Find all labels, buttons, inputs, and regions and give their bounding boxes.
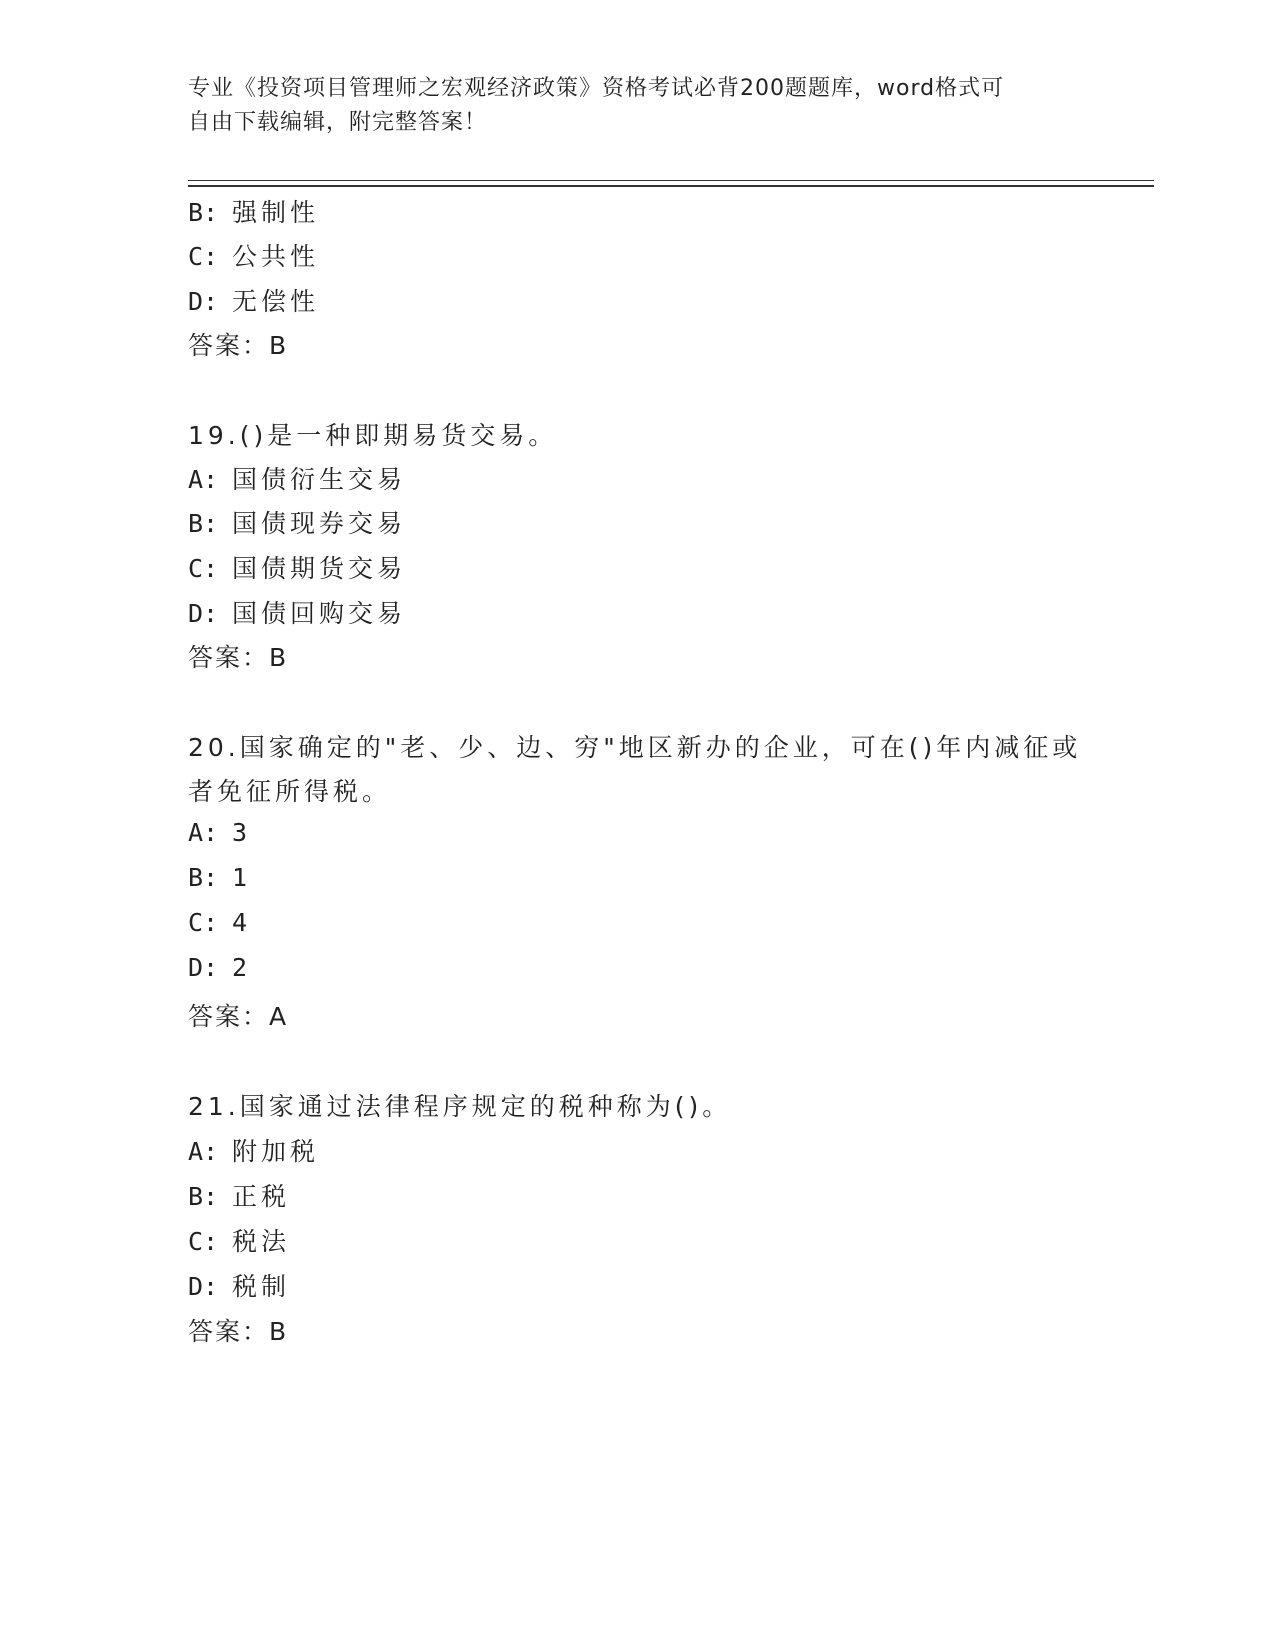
q18-answer: 答案：B [188,331,289,360]
option-label: C: [188,554,219,583]
header-line-1: 专业《投资项目管理师之宏观经济政策》资格考试必背200题题库，word格式可 [188,76,1005,101]
option-text: 无偿性 [232,287,320,316]
q18-option-c [188,237,319,273]
option-text: 国债期货交易 [232,554,407,583]
q19-option-a [188,460,406,496]
header-divider-bottom [188,185,1154,187]
option-label: C: [188,1227,219,1256]
q19-option-c [188,549,406,585]
option-label: D: [188,1272,219,1301]
q19-answer: 答案：B [188,643,289,672]
option-text: 国债现券交易 [232,509,407,538]
document-header [188,72,1088,140]
option-text: 4 [232,908,252,937]
option-label: B: [188,509,219,538]
q20-option-b [188,863,251,892]
option-text: 公共性 [232,242,320,271]
q20-question-line-1: 20.国家确定的"老、少、边、穷"地区新办的企业，可在()年内减征或 [188,733,1082,762]
q21-question: 21.国家通过法律程序规定的税种称为()。 [188,1092,732,1121]
q18-option-d [188,282,319,318]
option-text: 2 [232,953,252,982]
option-label: B: [188,198,219,227]
header-divider-top [188,180,1154,181]
q21-option-a [188,1132,319,1168]
option-label: C: [188,242,219,271]
option-text: 1 [232,863,252,892]
q19-option-b [188,504,406,540]
option-label: A: [188,1137,219,1166]
q20-answer: 答案：A [188,1002,289,1031]
q18-option-b [188,193,319,229]
q20-option-d [188,953,251,982]
q21-option-c [188,1222,290,1258]
q21-option-d [188,1267,290,1303]
option-text: 3 [232,818,252,847]
q21-answer: 答案：B [188,1317,289,1346]
option-label: A: [188,465,219,494]
option-text: 附加税 [232,1137,320,1166]
option-text: 国债衍生交易 [232,465,407,494]
q19-question: 19.()是一种即期易货交易。 [188,421,558,450]
option-label: C: [188,908,219,937]
q21-option-b [188,1177,290,1213]
option-label: A: [188,818,219,847]
option-label: B: [188,1182,219,1211]
option-label: D: [188,953,219,982]
option-label: D: [188,287,219,316]
q20-option-a [188,818,251,847]
option-label: B: [188,863,219,892]
q20-option-c [188,908,251,937]
option-text: 税法 [232,1227,291,1256]
q20-question-line-2: 者免征所得税。 [188,777,392,806]
q19-option-d [188,594,406,630]
option-text: 税制 [232,1272,291,1301]
option-text: 正税 [232,1182,291,1211]
option-text: 国债回购交易 [232,599,407,628]
header-line-2: 自由下载编辑，附完整答案！ [188,110,488,135]
option-label: D: [188,599,219,628]
option-text: 强制性 [232,198,320,227]
